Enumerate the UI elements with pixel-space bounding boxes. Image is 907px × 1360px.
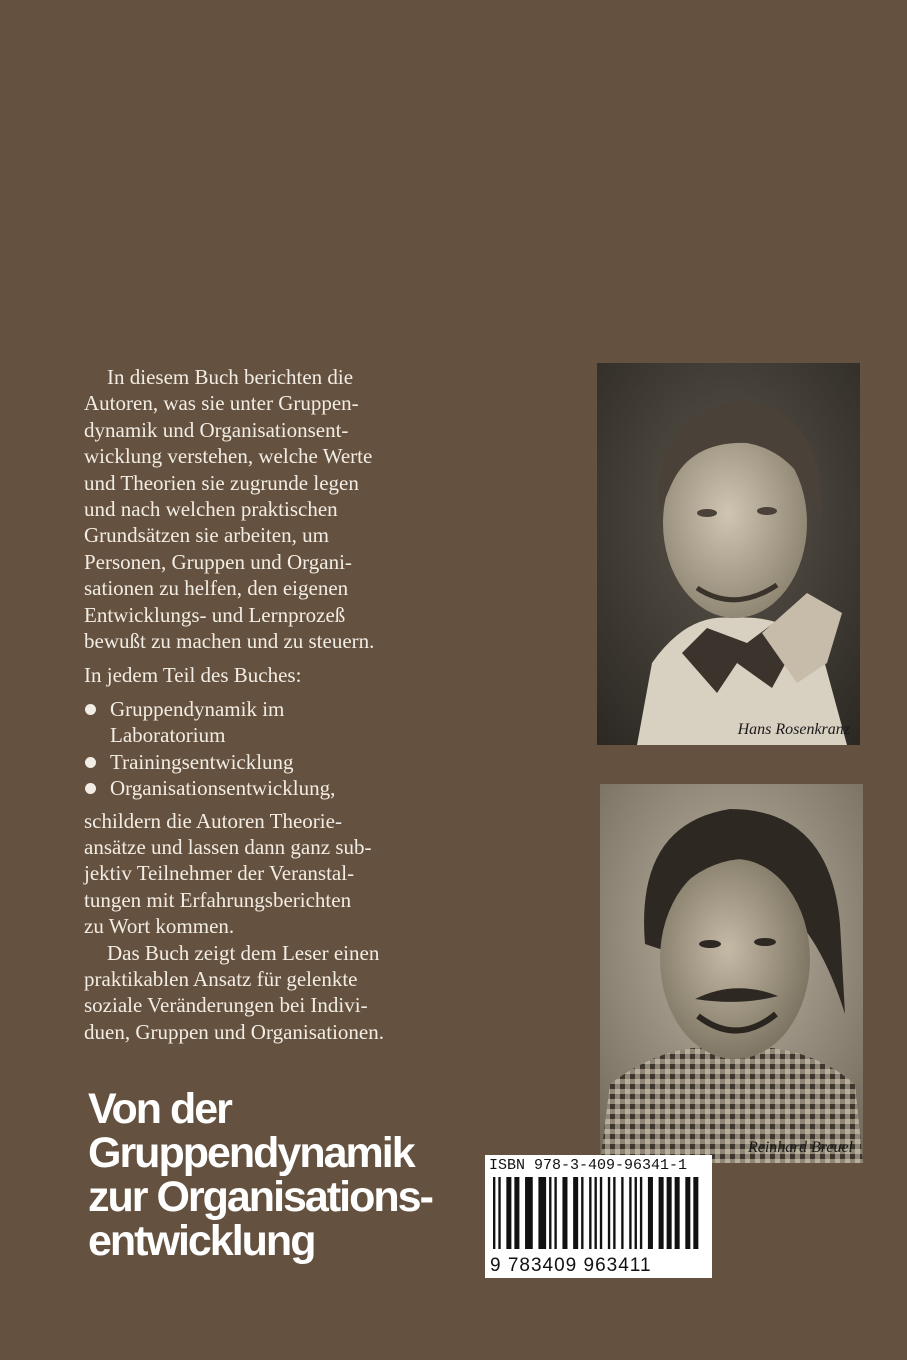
blurb-intro: In diesem Buch berichten die Autoren, was sie unter Gruppen- dynamik und Organisationsent- wicklung verstehen, welche Werte und Theorien sie zugrunde legen und nach welchen praktischen Grundsätzen sie arbeiten, um Personen, Gruppen und Organi- sationen zu helfen, den eigenen Entwicklungs- und Lernprozeß bewußt zu machen und zu steuern. (84, 365, 375, 654)
back-cover-blurb (84, 364, 456, 1045)
barcode-bar (594, 1177, 596, 1249)
list-item: Trainingsentwicklung (84, 749, 456, 775)
book-title (88, 1087, 488, 1263)
barcode-bar (554, 1177, 556, 1249)
barcode-bar (675, 1177, 680, 1249)
barcode-bar (549, 1177, 551, 1249)
parts-list (84, 696, 456, 802)
title-line: zur Organisations- (88, 1173, 432, 1221)
barcode-bar (648, 1177, 653, 1249)
author-photo-breuel (600, 784, 863, 1163)
parts-heading: In jedem Teil des Buches: (84, 663, 302, 688)
barcode-bar (581, 1177, 583, 1249)
barcode-bar (600, 1177, 602, 1249)
isbn-label: ISBN 978-3-409-96341-1 (489, 1157, 688, 1174)
title-line: entwicklung (88, 1217, 315, 1265)
barcode-bar (613, 1177, 615, 1249)
list-item: Gruppendynamik im Laboratorium (84, 696, 456, 749)
barcode-bar (685, 1177, 690, 1249)
barcode-bar (629, 1177, 631, 1249)
blurb-closing: Das Buch zeigt dem Leser einen praktikablen Ansatz für gelenkte soziale Veränderungen bei Indivi- duen, Gruppen und Organisationen. (84, 940, 384, 1044)
title-line: Gruppendynamik (88, 1129, 414, 1177)
barcode-bar (525, 1177, 533, 1249)
barcode-bar (573, 1177, 578, 1249)
barcode-bar (506, 1177, 511, 1249)
isbn-barcode (485, 1155, 712, 1278)
barcode-bar (493, 1177, 495, 1249)
barcode-bar (514, 1177, 519, 1249)
blurb-middle: schildern die Autoren Theorie- ansätze und lassen dann ganz sub- jektiv Teilnehmer der Veranstal- tungen mit Erfahrungsberichten zu Wort kommen. (84, 808, 372, 939)
author-portrait-icon (597, 363, 860, 745)
barcode-bars (493, 1177, 704, 1249)
photo-caption: Reinhard Breuel (747, 1139, 853, 1156)
barcode-bar (659, 1177, 664, 1249)
barcode-bar (608, 1177, 610, 1249)
barcode-bar (538, 1177, 546, 1249)
barcode-bar (667, 1177, 672, 1249)
ean-number: 9 783409 963411 (490, 1255, 652, 1276)
barcode-bar (621, 1177, 623, 1249)
barcode-bar (589, 1177, 591, 1249)
barcode-bar (693, 1177, 698, 1249)
author-portrait-icon (600, 784, 863, 1163)
barcode-bar (498, 1177, 500, 1249)
photo-caption: Hans Rosenkranz (737, 721, 850, 738)
barcode-bar (562, 1177, 567, 1249)
author-photo-rosenkranz (597, 363, 860, 745)
barcode-bar (635, 1177, 637, 1249)
list-item: Organisationsentwicklung, (84, 775, 456, 801)
barcode-bar (640, 1177, 642, 1249)
title-line: Von der (88, 1085, 231, 1133)
